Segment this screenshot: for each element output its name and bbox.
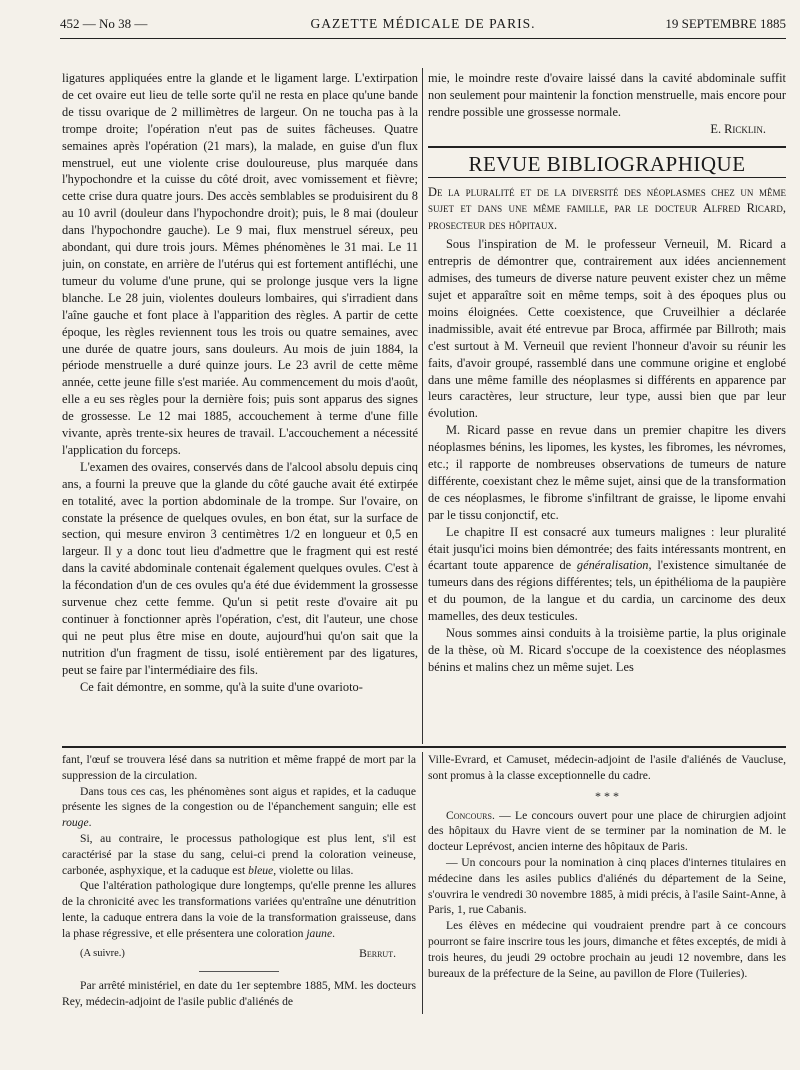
column-divider [422, 68, 423, 744]
article-continuation-left [62, 70, 418, 742]
page-number-issue: 452 — No 38 — [60, 16, 148, 31]
issue-date: 19 SEPTEMBRE 1885 [665, 16, 786, 31]
article-continuation-right [428, 70, 786, 742]
author-signature: Berrut. [359, 946, 396, 960]
paragraph: M. Ricard passe en revue dans un premier chapitre les divers néoplasmes bénins, les lipomes, les kystes, les fibromes, les névromes, etc.; il rapporte de nombreuses observations de tumeurs de nature différente, coexistant chez le même sujet, ainsi que de la transformation de ces néoplasmes, le fibrome s'infiltrant de graisse, le lipome envahi par le tissu conjonctif, etc. [428, 423, 786, 522]
news-right [428, 752, 786, 1052]
paragraph: Si, au contraire, le processus pathologique est plus lent, s'il est caractérisé par la stase du sang, celui-ci prend la coloration veineuse, carbonée, asphyxique, et la caduque est bleue, violette ou lilas. [62, 831, 416, 877]
paragraph: Ville-Evrard, et Camuset, médecin-adjoint de l'asile d'aliénés de Vaucluse, sont promus à la classe exceptionnelle du cadre. [428, 753, 786, 782]
page-header [60, 8, 786, 39]
section-heading-box [428, 146, 786, 178]
book-reference: De la pluralité et de la diversité des néoplasmes chez un même sujet et dans une même famille, par le docteur Alfred Ricard, prosecteur des hôpitaux. [428, 184, 786, 233]
feuilleton-left [62, 752, 416, 1052]
paragraph: fant, l'œuf se trouvera lésé dans sa nutrition et même frappé de mort par la suppression de la circulation. [62, 753, 416, 782]
journal-title: GAZETTE MÉDICALE DE PARIS. [310, 16, 536, 31]
paragraph: Sous l'inspiration de M. le professeur Verneuil, M. Ricard a entrepris de démontrer que, contrairement aux idées anciennement admises, des tumeurs de diverse nature peuvent exister chez un même sujet et apparaître soit en même temps, soit à des époques plus ou moins éloignées. Cette coexistence, que Cruveilhier a déclarée inadmissible, avait été entrevue par Broca, affirmée par Billroth; mais c'est surtout à M. Verneuil que revient l'honneur d'avoir su réunir les faits, d'avoir groupé, rassemblé dans une commune origine et englobé dans une même famille des néoplasmes si différents en apparence par leurs caractères, leur structure, leur type, aussi bien que par leur évolution. [428, 237, 786, 421]
paragraph: ligatures appliquées entre la glande et le ligament large. L'extirpation de cet ovaire eut lieu de telle sorte qu'il ne resta en place qu'une bande de tissu ovarique de 2 millimètres de largeur. On ne toucha pas à la trompe droite; l'opération n'eut pas de suites fâcheuses. Quatre semaines après l'opération (21 mars), la malade, en guise d'un flux menstruel, eut une violente crise douloureuse, plus marquée dans l'hypochondre et la cuisse du côté droit, avec vomissement et fièvre; cette crise dura quatre jours. Des accès semblables se produisirent du 8 au 10 avril (douleur dans l'hypochondre droit); puis, le 8 mai (douleur dans l'hypochondre gauche). Le 9 mai, flux menstruel séreux, peu abondant, qui dure trois jours. Mêmes phénomènes le 31 mai. Le 11 juin, on constate, en arrière de l'utérus qui est fortement antifléchi, une tumeur du volume d'une prune, qui se prolonge jusque vers la ligne blanche. Le 28 juin, violentes douleurs lombaires, qui s'irradient dans l'aîne gauche et font place à l'apparition des règles. A partir de cette époque, les règles reviennent tous les trois ou quatre semaines, avec une durée de quatre jours, sans douleurs. Au mois de juin 1884, la période menstruelle a duré quinze jours. Le 23 avril de cette même année, cette jeune fille s'est mariée. Au commencement du mois d'août, elle a eu ses règles pour la dernière fois; puis sont apparus des signes de grossesse. Le 12 mai 1885, accouchement à terme d'une fille vivante, après trente-six heures de travail. L'accouchement a nécessité l'application du forceps. [62, 71, 418, 457]
paragraph: mie, le moindre reste d'ovaire laissé dans la cavité abdominale suffit non seulement pour maintenir la fonction menstruelle, mais encore pour rendre possible une grossesse normale. [428, 71, 786, 119]
paragraph: Ce fait démontre, en somme, qu'à la suite d'une ovarioto- [80, 679, 363, 694]
paragraph: Dans tous ces cas, les phénomènes sont aigus et rapides, et la caduque présente les signes de la congestion ou de l'épanchement sanguin; elle est rouge. [62, 784, 416, 830]
paragraph: Concours. — Le concours ouvert pour une place de chirurgien adjoint des hôpitaux du Havre vient de se terminer par la nomination de M. le docteur Leprévost, ancien interne des hôpitaux de Paris. [428, 808, 786, 854]
paragraph: — Un concours pour la nomination à cinq places d'internes titulaires en médecine dans les asiles publics d'aliénés du département de la Seine, s'ouvrira le vendredi 30 novembre 1885, à midi précis, à l'asile Saint-Anne, à Paris, 1, rue Cabanis. [428, 855, 786, 917]
separator [199, 971, 279, 972]
paragraph: Le chapitre II est consacré aux tumeurs malignes : leur pluralité était jusqu'ici moins bien démontrée; des faits intéressants montrent, en écartant toute apparence de généralisation, l'existence simultanée de tumeurs dans des régions différentes; tels, un épithélioma de la paupière et du poumon, de la langue et du cardia, un carcinome des deux mamelles, des deux testicules. [428, 524, 786, 624]
author-signature: E. Ricklin. [710, 121, 766, 136]
paragraph: L'examen des ovaires, conservés dans de l'alcool absolu depuis cinq ans, a fourni la preuve que la glande du côté gauche avait été extirpée en totalité, avec la portion abdominale de la trompe. Sur l'ovaire, on constate la présence de quelques ovules, en bon état, sur la surface de section, qui mesure environ 3 centimètres 1/2 en longueur et 0,5 en largeur. Il y a donc tout lieu d'admettre que le fragment qui est resté dans la cavité abdominale contenait également quelques ovules. C'est à la fécondation d'un de ces ovules qu'a été due évidemment la grossesse survenue chez cette femme. Qu'un si petit reste d'ovaire ait pu continuer à fonctionner après l'opération, c'est, dit l'auteur, une chose qui ne peut plus être mise en doute, aujourd'hui qu'on sait que la nutrition d'un fragment de tissu, isolé entièrement par des ligatures, peut se faire par l'intermédiaire des fils. [62, 459, 418, 677]
paragraph: Que l'altération pathologique dure longtemps, qu'elle prenne les allures de la chronicité avec les transformations variées qu'entraîne une dénutrition lente, la caduque entrera dans la voie de la transformation graisseuse, dans la phase régressive, et elle présentera une coloration jaune. [62, 879, 416, 940]
paragraph: Par arrêté ministériel, en date du 1er septembre 1885, MM. les docteurs Rey, médecin-adjoint de l'asile public d'aliénés de [62, 979, 416, 1009]
column-divider [422, 752, 423, 1014]
paragraph: Les élèves en médecine qui voudraient prendre part à ce concours pourront se faire inscrire tous les jours, dimanche et fêtes exceptés, de midi à trois heures, du jeudi 29 octobre prochain au jeudi 12 novembre, dans les bureaux de la préfecture de la Seine, au pavillon de Flore (Tuileries). [428, 919, 786, 980]
stars-separator: * * * [595, 788, 619, 803]
section-title: REVUE BIBLIOGRAPHIQUE [468, 151, 746, 176]
section-divider [62, 746, 786, 748]
to-be-continued: (A suivre.) [80, 947, 125, 959]
paragraph: Nous sommes ainsi conduits à la troisième partie, la plus originale de la thèse, où M. Ricard s'occupe de la coexistence des néoplasmes bénins et malins chez un même sujet. Les [428, 626, 786, 674]
